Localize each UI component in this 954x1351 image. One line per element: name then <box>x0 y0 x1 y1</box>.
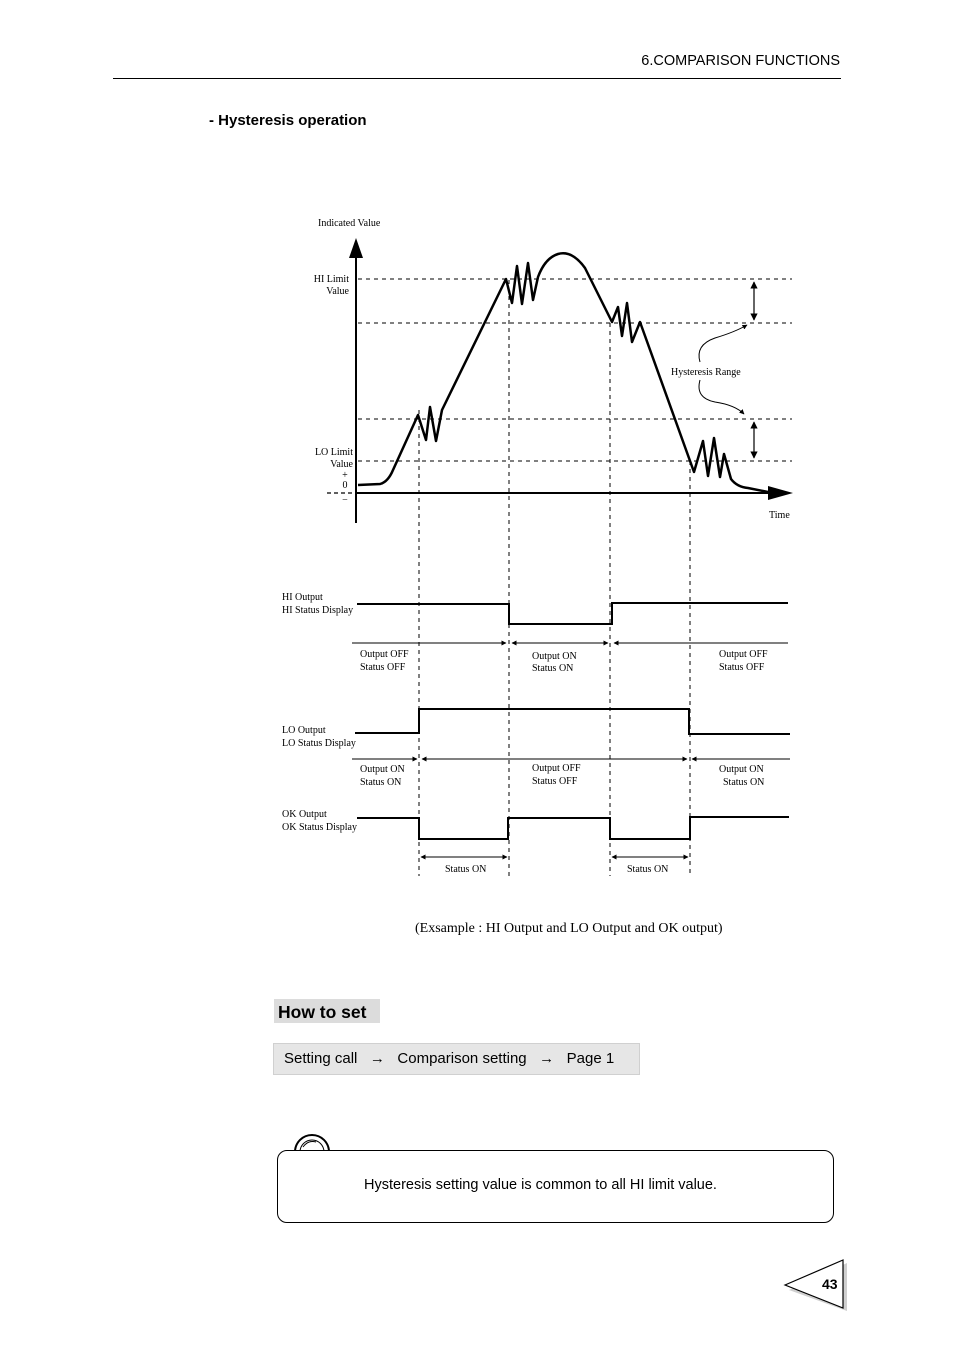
hi-limit-value-label: Value <box>326 286 349 297</box>
x-axis-label: Time <box>769 510 790 521</box>
hi-phase-3-status: Status OFF <box>719 662 765 673</box>
how-to-set-title: How to set <box>274 999 380 1023</box>
hi-phase-2-status: Status ON <box>532 663 574 674</box>
hi-phase-2-output: Output ON <box>532 651 577 662</box>
path-step-comparison-setting: Comparison setting <box>397 1050 527 1067</box>
lo-limit-value-label: Value <box>330 459 353 470</box>
y-axis-arrowhead <box>349 238 363 258</box>
hysteresis-pointer-upper <box>699 325 747 362</box>
lo-output-label: LO Output <box>282 725 326 736</box>
ok-status-1: Status ON <box>445 864 487 875</box>
ok-status-display-label: OK Status Display <box>282 822 357 833</box>
header-title: 6.COMPARISON FUNCTIONS <box>641 53 840 69</box>
hi-phase-1-output: Output OFF <box>360 649 409 660</box>
lo-limit-label: LO Limit <box>314 447 353 458</box>
lo-status-display-label: LO Status Display <box>282 738 356 749</box>
minus-sign: − <box>342 495 348 506</box>
path-step-setting-call: Setting call <box>284 1050 358 1067</box>
lo-output-waveform <box>355 709 790 734</box>
hi-limit-label: HI Limit <box>313 274 349 285</box>
hi-status-display-label: HI Status Display <box>282 605 354 616</box>
hi-output-label: HI Output <box>282 592 323 603</box>
hysteresis-pointer-lower <box>699 380 744 414</box>
page-number: 43 <box>822 1276 838 1292</box>
x-axis-arrowhead <box>768 486 793 500</box>
y-axis-label: Indicated Value <box>318 218 381 229</box>
path-arrow-2: → <box>539 1050 555 1067</box>
path-arrow-1: → <box>369 1050 385 1067</box>
hi-phase-1-status: Status OFF <box>360 662 406 673</box>
lo-phase-3-output: Output ON <box>719 764 764 775</box>
lo-phase-3-status: Status ON <box>723 777 765 788</box>
lo-phase-2-status: Status OFF <box>532 776 578 787</box>
lo-phase-1-status: Status ON <box>360 777 402 788</box>
section-title: - Hysteresis operation <box>209 112 367 129</box>
diagram-caption: (Exsample : HI Output and LO Output and OK output) <box>415 921 723 936</box>
hysteresis-range-label: Hysteresis Range <box>671 367 741 378</box>
lo-phase-1-output: Output ON <box>360 764 405 775</box>
path-step-page: Page 1 <box>566 1050 615 1067</box>
ok-output-waveform <box>357 817 789 839</box>
lo-phase-2-output: Output OFF <box>532 763 581 774</box>
plus-sign: + <box>342 470 348 481</box>
ok-output-label: OK Output <box>282 809 327 820</box>
ok-status-2: Status ON <box>627 864 669 875</box>
hi-output-waveform <box>357 603 788 624</box>
note-text: Hysteresis setting value is common to all HI limit value. <box>364 1177 717 1193</box>
hi-phase-3-output: Output OFF <box>719 649 768 660</box>
settings-path <box>273 1043 640 1075</box>
zero-label: 0 <box>342 480 348 491</box>
